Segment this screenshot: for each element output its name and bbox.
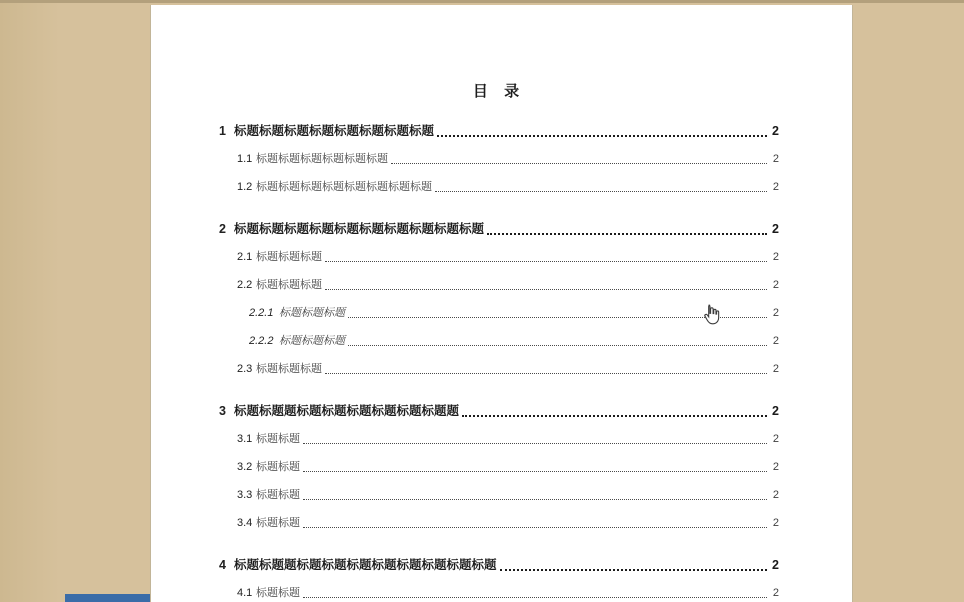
toc-entry-text: 标题标题标题	[256, 251, 322, 263]
toc-page-number: 2	[772, 363, 779, 375]
dotted-leader	[462, 415, 767, 417]
toc-page-number: 2	[772, 307, 779, 319]
toc-entry-number: 1.2	[237, 181, 253, 193]
toc-entry[interactable]	[219, 221, 779, 237]
toc-entry[interactable]	[237, 459, 779, 475]
toc-entry-number: 4	[219, 558, 226, 572]
toc-page-number: 2	[772, 489, 779, 501]
toc-page-number: 2	[772, 335, 779, 347]
toc-page-number: 2	[772, 153, 779, 165]
dotted-leader	[325, 261, 767, 262]
dotted-leader	[303, 443, 767, 444]
toc-entry-text: 标题标题标题	[256, 363, 322, 375]
toc-entry-text: 标题标题标题标题标题标题	[256, 153, 388, 165]
toc-entry-number: 3	[219, 404, 226, 418]
toc-entry[interactable]	[237, 515, 779, 531]
toc-page-number: 2	[772, 279, 779, 291]
toc-content	[219, 80, 779, 601]
toc-entry-number: 2.3	[237, 363, 253, 375]
toc-entry-number: 3.1	[237, 433, 253, 445]
top-edge-strip	[0, 0, 964, 3]
toc-entry[interactable]	[237, 585, 779, 601]
toc-page-number: 2	[772, 433, 779, 445]
toc-entry[interactable]	[237, 277, 779, 293]
toc-page-number: 2	[772, 222, 779, 236]
toc-entry-text: 标题标题	[256, 517, 300, 529]
toc-entry-text: 标题标题	[256, 587, 300, 599]
toc-entry-number: 3.2	[237, 461, 253, 473]
dotted-leader	[325, 373, 767, 374]
dotted-leader	[391, 163, 767, 164]
toc-page-number: 2	[772, 251, 779, 263]
toc-entry[interactable]	[237, 249, 779, 265]
dotted-leader	[348, 317, 767, 318]
dotted-leader	[303, 597, 767, 598]
toc-entry-number: 3.3	[237, 489, 253, 501]
toc-entry-text: 标题标题标题标题标题标题标题标题	[234, 124, 435, 138]
taskbar-fragment	[65, 594, 150, 602]
dotted-leader	[437, 135, 767, 137]
toc-entry[interactable]	[219, 557, 779, 573]
toc-entry-text: 标题标题题标题标题标题标题标题标题标题标题	[234, 558, 497, 572]
dotted-leader	[303, 499, 767, 500]
dotted-leader	[435, 191, 767, 192]
dotted-leader	[303, 471, 767, 472]
toc-page-number: 2	[772, 558, 779, 572]
toc-entry-list	[219, 123, 779, 601]
toc-page-number: 2	[772, 124, 779, 138]
toc-entry-number: 2.2.2	[249, 335, 274, 347]
toc-entry[interactable]	[237, 431, 779, 447]
toc-entry[interactable]	[219, 403, 779, 419]
toc-entry[interactable]	[249, 333, 779, 349]
toc-entry-text: 标题标题题标题标题标题标题标题标题题	[234, 404, 460, 418]
dotted-leader	[348, 345, 767, 346]
toc-entry[interactable]	[237, 487, 779, 503]
toc-entry-text: 标题标题	[256, 433, 300, 445]
toc-page-number: 2	[772, 587, 779, 599]
toc-page-number: 2	[772, 181, 779, 193]
toc-entry[interactable]	[237, 179, 779, 195]
toc-entry-number: 1	[219, 124, 226, 138]
toc-entry[interactable]	[219, 123, 779, 139]
toc-entry-number: 4.1	[237, 587, 253, 599]
toc-entry-number: 2	[219, 222, 226, 236]
toc-entry-number: 2.1	[237, 251, 253, 263]
toc-entry-text: 标题标题标题	[279, 307, 345, 319]
toc-entry-text: 标题标题标题	[256, 279, 322, 291]
toc-entry-number: 2.2.1	[249, 307, 274, 319]
toc-entry-text: 标题标题标题	[279, 335, 345, 347]
dotted-leader	[487, 233, 767, 235]
toc-entry[interactable]	[237, 151, 779, 167]
toc-entry-text: 标题标题	[256, 461, 300, 473]
toc-page-number: 2	[772, 404, 779, 418]
dotted-leader	[325, 289, 767, 290]
toc-title: 目 录	[472, 83, 526, 100]
toc-page-number: 2	[772, 517, 779, 529]
toc-entry-number: 3.4	[237, 517, 253, 529]
toc-entry-text: 标题标题标题标题标题标题标题标题标题标题	[234, 222, 485, 236]
desktop-background	[0, 0, 150, 602]
toc-entry-number: 1.1	[237, 153, 253, 165]
dotted-leader	[303, 527, 767, 528]
toc-page-number: 2	[772, 461, 779, 473]
toc-entry-text: 标题标题标题标题标题标题标题标题	[256, 181, 432, 193]
toc-entry-number: 2.2	[237, 279, 253, 291]
toc-entry[interactable]	[237, 361, 779, 377]
document-page	[150, 5, 853, 602]
toc-entry[interactable]	[249, 305, 779, 321]
dotted-leader	[500, 569, 767, 571]
toc-entry-text: 标题标题	[256, 489, 300, 501]
